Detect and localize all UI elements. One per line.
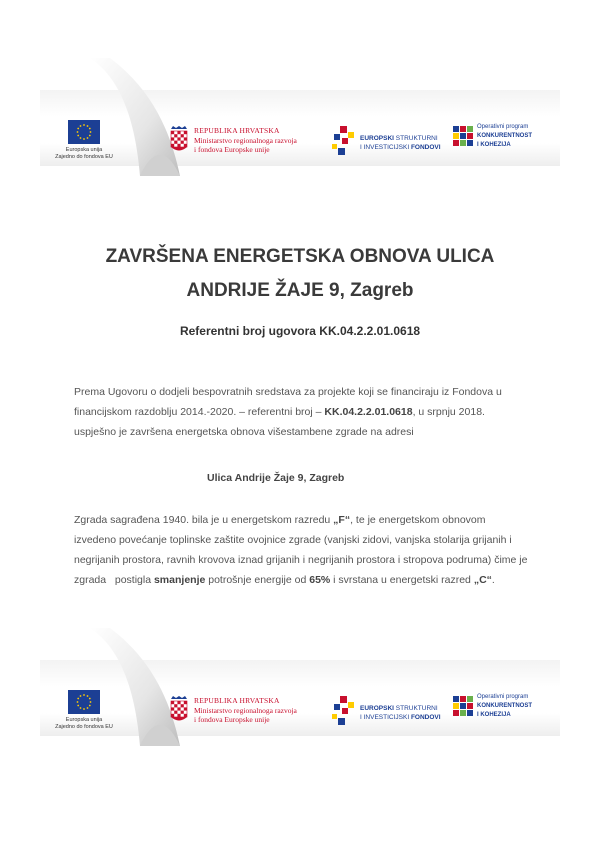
para1-line3: uspješno je završena energetska obnova višestambene zgrade na adresi xyxy=(74,426,414,438)
esi-squares-icon xyxy=(332,696,356,726)
para2-line3: negrijanih prostora, ravnih krovova iznad grijanih i negrijanih prostora i stropova podruma) čime je xyxy=(74,554,528,566)
op-line1: Operativni program xyxy=(477,694,529,700)
para1-line1: Prema Ugovoru o dodjeli bespovratnih sredstava za projekte koji se financiraju iz Fondova u xyxy=(74,386,502,398)
ministry-line1: REPUBLIKA HRVATSKA xyxy=(194,696,280,705)
esi-line2: I INVESTICIJSKI FONDOVI xyxy=(360,144,441,151)
document-title-line2: ANDRIJE ŽAJE 9, Zagreb xyxy=(186,280,414,301)
esi-funds-logo xyxy=(332,126,442,162)
ministry-logo xyxy=(170,124,320,160)
op-line2: KONKURENTNOST xyxy=(477,133,532,139)
paragraph-details xyxy=(74,510,558,590)
op-line2: KONKURENTNOST xyxy=(477,703,532,709)
eu-flag-icon xyxy=(68,690,100,714)
eu-logo-caption xyxy=(54,717,114,730)
croatian-coat-of-arms-icon xyxy=(170,126,188,154)
ministry-line1: REPUBLIKA HRVATSKA xyxy=(194,126,280,135)
op-line3: I KOHEZIJA xyxy=(477,142,511,148)
op-mosaic-icon xyxy=(453,696,473,720)
eu-logo xyxy=(54,690,114,730)
ministry-line3: i fondova Europske unije xyxy=(194,145,270,154)
paragraph-intro xyxy=(74,382,558,442)
op-competitiveness-logo xyxy=(453,124,553,160)
eu-logo-caption xyxy=(54,147,114,160)
eu-caption-line2: Zajedno do fondova EU xyxy=(55,723,113,730)
esi-line1: EUROPSKI STRUKTURNI xyxy=(360,135,438,142)
document-title-line1: ZAVRŠENA ENERGETSKA OBNOVA ULICA xyxy=(105,246,495,267)
esi-line1: EUROPSKI STRUKTURNI xyxy=(360,705,438,712)
para1-line2: financijskom razdoblju 2014.-2020. – referentni broj – KK.04.2.2.01.0618, u srpnju 2018. xyxy=(74,406,485,418)
building-address: Ulica Andrije Žaje 9, Zagreb xyxy=(207,472,345,484)
para2-line2: izvedeno povećanje toplinske zaštite ovojnice zgrade (vanjski zidovi, vanjska stolarija grijanih i xyxy=(74,534,512,546)
ministry-line2: Ministarstvo regionalnoga razvoja xyxy=(194,136,297,145)
op-line1: Operativni program xyxy=(477,124,529,130)
eu-caption-line1: Europska unija xyxy=(65,147,103,153)
para2-line4: zgrada postigla smanjenje potrošnje energije od 65% i svrstana u energetski razred „C“. xyxy=(74,574,495,586)
eu-caption-line2: Zajedno do fondova EU xyxy=(55,153,113,160)
ministry-line2: Ministarstvo regionalnoga razvoja xyxy=(194,706,297,715)
reference-number: Referentni broj ugovora KK.04.2.2.01.0618 xyxy=(179,324,421,338)
footer-logo-banner xyxy=(40,628,560,748)
para2-line1: Zgrada sagrađena 1940. bila je u energetskom razredu „F“, te je energetskom obnovom xyxy=(74,514,486,526)
op-competitiveness-logo xyxy=(453,694,553,730)
esi-line2: I INVESTICIJSKI FONDOVI xyxy=(360,714,441,721)
eu-caption-line1: Europska unija xyxy=(65,717,103,723)
croatian-coat-of-arms-icon xyxy=(170,696,188,724)
op-line3: I KOHEZIJA xyxy=(477,712,511,718)
header-logo-banner xyxy=(40,58,560,178)
eu-logo xyxy=(54,120,114,160)
eu-flag-icon xyxy=(68,120,100,144)
op-mosaic-icon xyxy=(453,126,473,150)
esi-squares-icon xyxy=(332,126,356,156)
ministry-line3: i fondova Europske unije xyxy=(194,715,270,724)
esi-funds-logo xyxy=(332,696,442,732)
ministry-logo xyxy=(170,694,320,730)
